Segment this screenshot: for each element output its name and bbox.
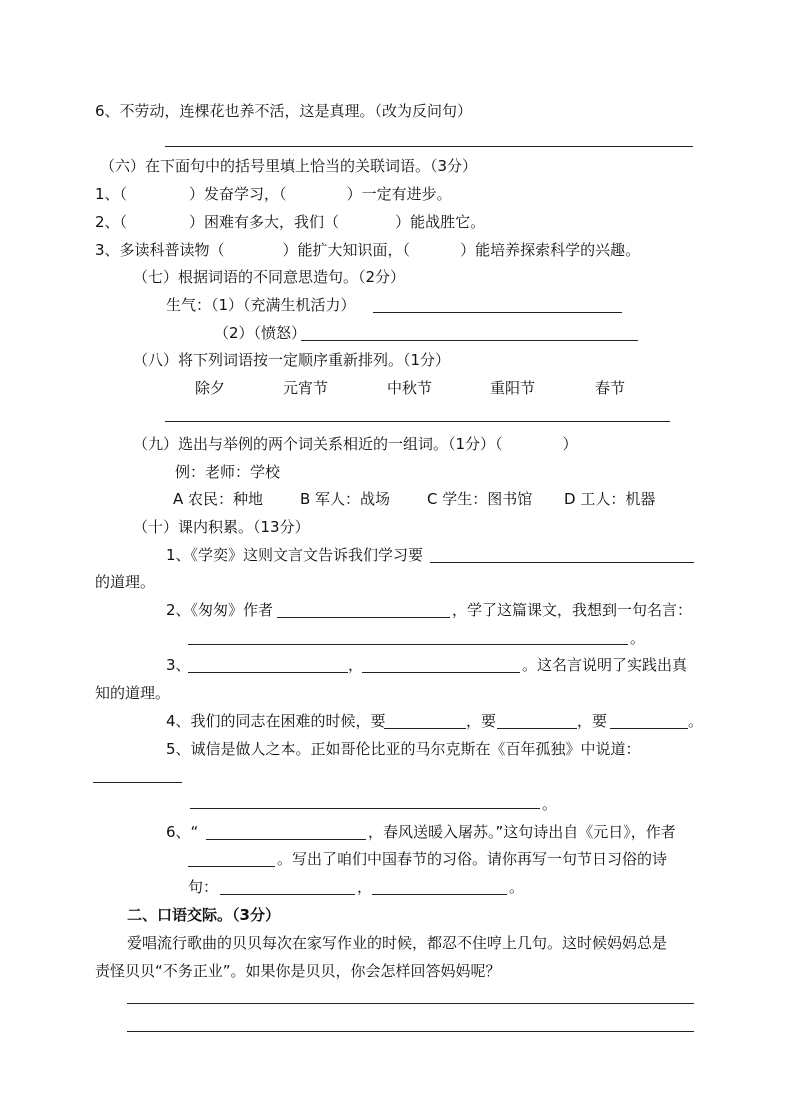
s8-word-3: 中秋节 [387,379,433,397]
answer-line[interactable] [188,644,628,645]
s10-item-5: 5、诚信是做人之本。正如哥伦比亚的马尔克斯在《百年孤独》中说道： [166,740,641,758]
s8-word-1: 除夕 [195,379,226,397]
s6-item-2: 2、（ ）困难有多大，我们（ ）能战胜它。 [95,213,486,231]
answer-line[interactable] [93,782,182,783]
answer-line[interactable] [127,1003,694,1004]
answer-line[interactable] [610,728,688,729]
s8-word-5: 春节 [595,379,626,397]
s9-option-c[interactable]: C 学生：图书馆 [427,490,533,508]
s10-item-6-f: 。 [509,878,525,896]
s10-item-4-b: ，要 [466,712,497,730]
s9-example: 例：老师：学校 [175,463,281,481]
s10-item-3-sep: ， [348,656,364,674]
s9-option-d[interactable]: D 工人：机器 [564,490,656,508]
s10-item-3-cont: 知的道理。 [95,684,171,702]
s10-item-2-end: 。 [630,629,646,647]
s10-item-2: 2、《匆匆》作者 [166,601,274,619]
section-10-title: （十）课内积累。（13分） [133,518,310,536]
s8-word-2: 元宵节 [283,379,329,397]
s8-word-4: 重阳节 [490,379,536,397]
s6-item-3: 3、多读科普读物（ ）能扩大知识面，（ ）能培养探索科学的兴趣。 [95,241,641,259]
s10-item-4-end: 。 [688,712,704,730]
answer-line[interactable] [301,340,638,341]
answer-line[interactable] [188,866,275,867]
s10-item-6-b: ，春风送暖入屠苏。”这句诗出自《元日》，作者 [368,823,676,841]
section-7-title: （七）根据词语的不同意思造句。（2分） [133,268,406,286]
answer-line[interactable] [206,839,366,840]
s10-item-5-end: 。 [542,795,558,813]
s7-line-2: （2）（愤怒） [214,324,307,342]
s10-item-4-c: ，要 [577,712,608,730]
s10-item-1-cont: 的道理。 [95,573,156,591]
section-8-title: （八）将下列词语按一定顺序重新排列。（1分） [133,351,451,369]
s9-option-b[interactable]: B 军人：战场 [300,490,391,508]
part-2-paragraph-1: 爱唱流行歌曲的贝贝每次在家写作业的时候，都忍不住哼上几句。这时候妈妈总是 [127,934,668,952]
s7-line-1: 生气：（1）（充满生机活力） [166,296,356,314]
answer-line[interactable] [362,672,520,673]
s10-item-4: 4、我们的同志在困难的时候，要 [166,712,386,730]
s10-item-6-c: 。写出了咱们中国春节的习俗。请你再写一句节日习俗的诗 [277,850,668,868]
s10-item-3-mid: 。这名言说明了实践出真 [522,656,688,674]
answer-line[interactable] [188,672,348,673]
answer-line[interactable] [190,808,540,809]
part-2-title: 二、口语交际。（3分） [127,906,280,924]
answer-line[interactable] [430,562,694,563]
s10-item-2-mid: ，学了这篇课文，我想到一句名言： [452,601,693,619]
section-6-title: （六）在下面句中的括号里填上恰当的关联词语。（3分） [100,157,478,175]
s6-item-1: 1、（ ）发奋学习，（ ）一定有进步。 [95,185,452,203]
answer-line[interactable] [165,421,670,422]
s10-item-3: 3、 [166,656,191,674]
s9-option-a[interactable]: A 农民：种地 [173,490,264,508]
answer-line[interactable] [220,894,355,895]
answer-line[interactable] [384,728,466,729]
question-6-rewrite: 6、不劳动，连棵花也养不活，这是真理。（改为反问句） [95,102,473,120]
answer-line[interactable] [127,1031,694,1032]
answer-line[interactable] [372,894,507,895]
section-9-title: （九）选出与举例的两个词关系相近的一组词。（1分）（ ） [133,435,578,453]
answer-line[interactable] [497,728,577,729]
s10-item-1: 1、《学奕》这则文言文告诉我们学习要 [166,546,424,564]
part-2-paragraph-2: 责怪贝贝“不务正业”。如果你是贝贝，你会怎样回答妈妈呢？ [95,962,501,980]
answer-line[interactable] [277,617,450,618]
answer-line[interactable] [165,146,693,147]
s10-item-6-e: ， [357,878,373,896]
s10-item-6-d: 句： [188,878,219,896]
answer-line[interactable] [373,312,622,313]
s10-item-6: 6、“ [166,823,199,841]
